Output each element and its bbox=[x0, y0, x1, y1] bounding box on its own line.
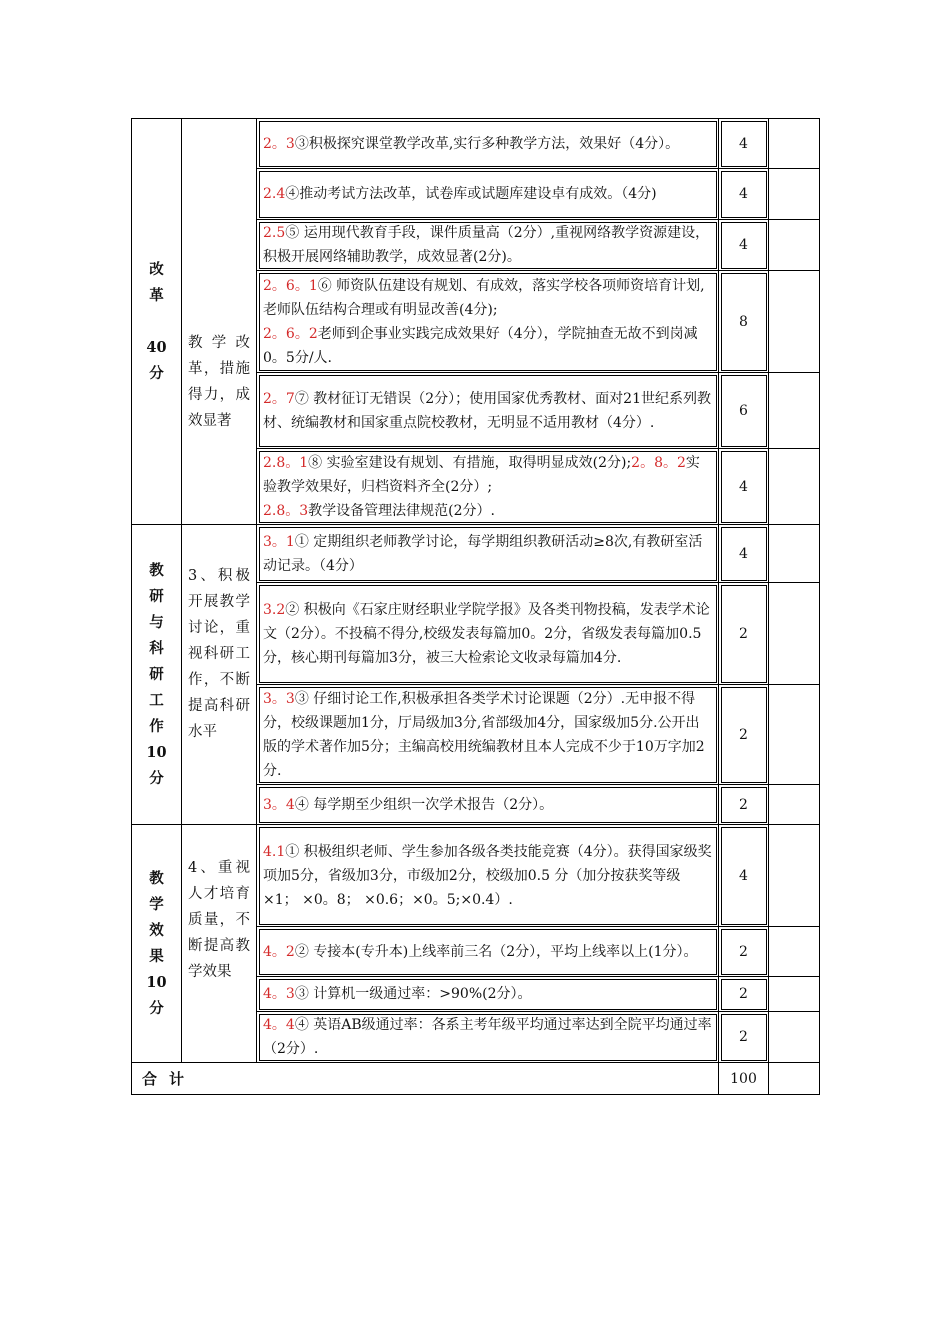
blank-cell bbox=[769, 525, 820, 583]
blank-cell bbox=[769, 373, 820, 449]
item-cell: 2。3③积极探究课堂教学改革,实行多种教学方法，效果好（4分）。 bbox=[257, 119, 719, 169]
blank-cell bbox=[769, 1012, 820, 1063]
blank-cell bbox=[769, 785, 820, 825]
category-cell-effect: 教 学 效 果 10 分 bbox=[132, 825, 182, 1063]
blank-cell bbox=[769, 825, 820, 927]
score-cell: 4 bbox=[719, 449, 769, 525]
score-cell: 8 bbox=[719, 271, 769, 373]
total-row bbox=[132, 1063, 820, 1095]
blank-cell bbox=[769, 927, 820, 977]
item-cell: 3。3③ 仔细讨论工作,积极承担各类学术讨论课题（2分）.无申报不得分，校级课题加1分，厅局级加3分,省部级加4分，国家级加5分.公开出版的学术著作加5分；主编高校用统编教材且本人完成不少于10万字加2分. bbox=[257, 685, 719, 785]
item-cell: 4。3③ 计算机一级通过率：>90%(2分）。 bbox=[257, 977, 719, 1012]
table-row bbox=[132, 825, 820, 927]
item-cell: 4。4④ 英语AB级通过率：各系主考年级平均通过率达到全院平均通过率（2分）. bbox=[257, 1012, 719, 1063]
subtitle-cell-effect: 4、重视人才培育质量，不断提高教学效果 bbox=[182, 825, 257, 1063]
category-cell-reform: 改 革 40 分 bbox=[132, 119, 182, 525]
blank-cell bbox=[769, 977, 820, 1012]
item-cell: 4。2② 专接本(专升本)上线率前三名（2分），平均上线率以上(1分）。 bbox=[257, 927, 719, 977]
table-row bbox=[132, 525, 820, 583]
score-cell: 6 bbox=[719, 373, 769, 449]
score-cell: 4 bbox=[719, 220, 769, 271]
blank-cell bbox=[769, 685, 820, 785]
item-cell: 3.2② 积极向《石家庄财经职业学院学报》及各类刊物投稿，发表学术论文（2分）。不投稿不得分,校级发表每篇加0。2分，省级发表每篇加0.5分，核心期刊每篇加3分，被三大检索论文收录每篇加4分. bbox=[257, 583, 719, 685]
blank-cell bbox=[769, 220, 820, 271]
item-cell: 2.4④推动考试方法改革，试卷库或试题库建设卓有成效。（4分) bbox=[257, 169, 719, 220]
score-cell: 2 bbox=[719, 785, 769, 825]
blank-cell bbox=[769, 583, 820, 685]
category-cell-research: 教 研 与 科 研 工 作 10 分 bbox=[132, 525, 182, 825]
score-cell: 2 bbox=[719, 977, 769, 1012]
blank-cell bbox=[769, 449, 820, 525]
item-cell: 3。1① 定期组织老师教学讨论，每学期组织教研活动≥8次,有教研室活动记录。（4分） bbox=[257, 525, 719, 583]
total-label: 合计 bbox=[132, 1063, 719, 1095]
blank-cell bbox=[769, 271, 820, 373]
blank-cell bbox=[769, 169, 820, 220]
item-cell: 2。6。1⑥ 师资队伍建设有规划、有成效，落实学校各项师资培育计划, 老师队伍结构合理或有明显改善(4分); 2。6。2老师到企事业实践完成效果好（4分），学院抽查无故不到岗减0。5分/人. bbox=[257, 271, 719, 373]
score-cell: 4 bbox=[719, 525, 769, 583]
blank-cell bbox=[769, 1063, 820, 1095]
subtitle-cell-reform: 教学改革，措施得力，成效显著 bbox=[182, 119, 257, 525]
score-cell: 2 bbox=[719, 685, 769, 785]
subtitle-cell-research: 3、积极开展教学讨论，重视科研工作，不断提高科研水平 bbox=[182, 525, 257, 825]
score-cell: 2 bbox=[719, 1012, 769, 1063]
total-score: 100 bbox=[719, 1063, 769, 1095]
score-cell: 4 bbox=[719, 825, 769, 927]
item-cell: 2。7⑦ 教材征订无错误（2分）；使用国家优秀教材、面对21世纪系列教材、统编教材和国家重点院校教材，无明显不适用教材（4分）. bbox=[257, 373, 719, 449]
item-cell: 4.1① 积极组织老师、学生参加各级各类技能竞赛（4分）。获得国家级奖项加5分，省级加3分，市级加2分，校级加0.5 分（加分按获奖等级×1； ×0。8； ×0.6；×0。5;×0.4）. bbox=[257, 825, 719, 927]
evaluation-table bbox=[131, 118, 820, 1095]
item-cell: 3。4④ 每学期至少组织一次学术报告（2分）。 bbox=[257, 785, 719, 825]
score-cell: 4 bbox=[719, 119, 769, 169]
table-row bbox=[132, 119, 820, 169]
score-cell: 2 bbox=[719, 583, 769, 685]
score-cell: 4 bbox=[719, 169, 769, 220]
item-cell: 2.5⑤ 运用现代教育手段，课件质量高（2分）,重视网络教学资源建设，积极开展网络辅助教学，成效显著(2分)。 bbox=[257, 220, 719, 271]
score-cell: 2 bbox=[719, 927, 769, 977]
blank-cell bbox=[769, 119, 820, 169]
item-cell: 2.8。1⑧ 实验室建设有规划、有措施，取得明显成效(2分);2。8。2实验教学效果好，归档资料齐全(2分）; 2.8。3教学设备管理法律规范(2分）. bbox=[257, 449, 719, 525]
